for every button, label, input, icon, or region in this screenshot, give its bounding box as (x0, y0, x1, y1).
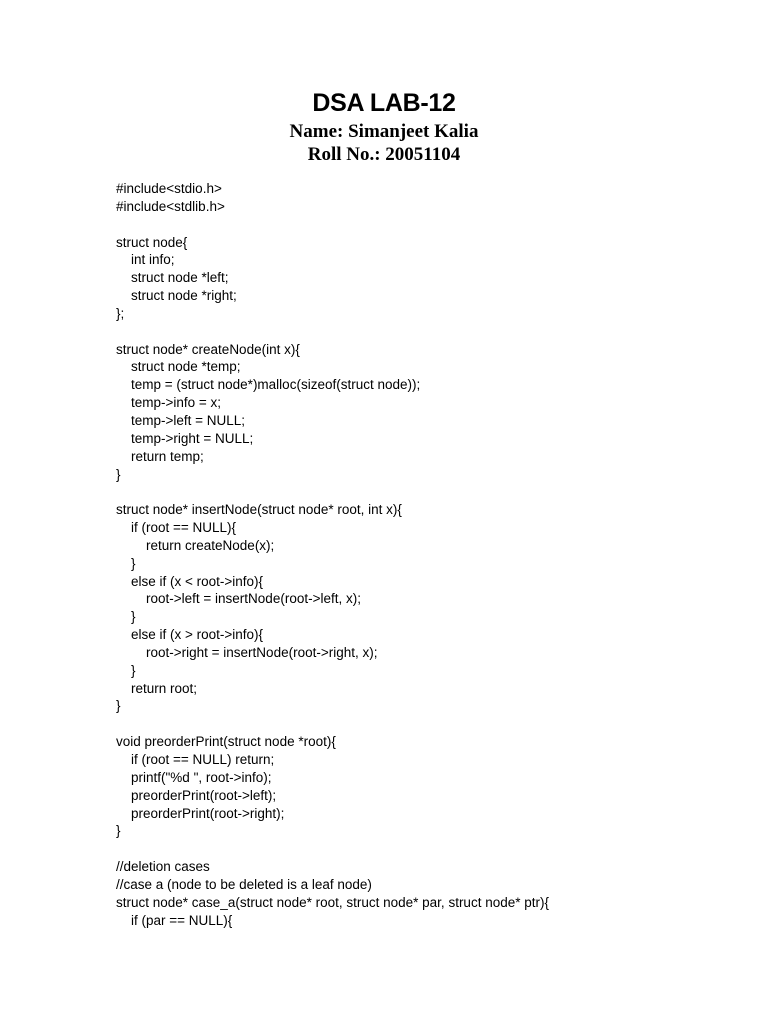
code-line: } (116, 466, 121, 482)
code-line: struct node* case_a(struct node* root, struct node* par, struct node* ptr){ (116, 894, 549, 910)
student-name: Name: Simanjeet Kalia (289, 121, 479, 142)
code-line: temp->left = NULL; (116, 412, 246, 428)
code-line: preorderPrint(root->left); (116, 787, 277, 803)
code-line: temp = (struct node*)malloc(sizeof(struct node)); (116, 377, 421, 393)
code-listing (116, 180, 736, 929)
code-line: return root; (116, 680, 198, 696)
roll-number: Roll No.: 20051104 (307, 144, 461, 165)
code-line: if (par == NULL){ (116, 912, 233, 928)
code-line: printf("%d ", root->info); (116, 769, 272, 785)
code-line: } (116, 609, 136, 625)
document-title: DSA LAB-12 (312, 89, 456, 117)
code-line: void preorderPrint(struct node *root){ (116, 734, 336, 750)
code-line: struct node* insertNode(struct node* root, int x){ (116, 502, 402, 518)
code-line: struct node *temp; (116, 359, 241, 375)
code-line: struct node* createNode(int x){ (116, 341, 300, 357)
code-line: int info; (116, 252, 175, 268)
code-line: else if (x > root->info){ (116, 627, 264, 643)
code-line: root->left = insertNode(root->left, x); (116, 591, 361, 607)
code-line (116, 715, 736, 733)
code-line: #include<stdio.h> (116, 181, 222, 196)
code-line: struct node *left; (116, 270, 229, 286)
code-line: if (root == NULL) return; (116, 752, 275, 767)
code-line: temp->right = NULL; (116, 430, 254, 446)
code-line: temp->info = x; (116, 395, 222, 411)
code-line: //deletion cases (116, 859, 210, 875)
code-line: } (116, 662, 136, 678)
code-line (116, 483, 736, 501)
code-line: struct node *right; (116, 288, 237, 304)
code-line: else if (x < root->info){ (116, 573, 264, 589)
code-line: } (116, 555, 136, 571)
code-line: root->right = insertNode(root->right, x); (116, 644, 378, 660)
code-line: preorderPrint(root->right); (116, 805, 285, 821)
code-line: return temp; (116, 448, 204, 464)
code-line: struct node{ (116, 234, 188, 250)
code-line (116, 216, 736, 234)
code-line: return createNode(x); (116, 537, 275, 553)
code-line: if (root == NULL){ (116, 520, 237, 536)
code-line: }; (116, 305, 125, 321)
code-line: #include<stdlib.h> (116, 198, 225, 214)
code-line (116, 323, 736, 341)
code-line (116, 840, 736, 858)
code-line: //case a (node to be deleted is a leaf node) (116, 876, 372, 892)
code-line: } (116, 823, 121, 839)
code-line: } (116, 698, 121, 714)
